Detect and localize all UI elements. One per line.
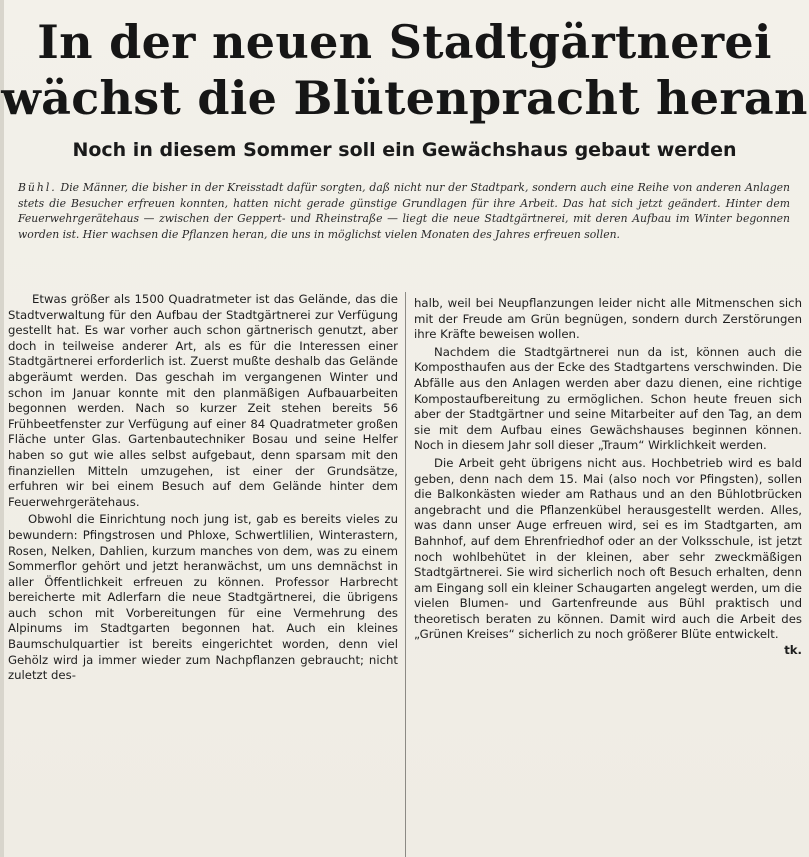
column-right [414,296,802,659]
author-signature: tk. [784,643,802,658]
lead-place: Bühl. [18,181,57,194]
headline-line-1: In der neuen Stadtgärtnerei [37,15,772,69]
body-paragraph-text: Die Arbeit geht übrigens nicht aus. Hochbetrieb wird es bald geben, denn nach dem 15. Mai (also noch vor Pfingsten), sollen die Balkonkästen wieder am Rathaus und an den Bühlotbrücken angebracht und die Pflanzenkübel herausgestellt werden. Alles, was dann unser Auge erfreuen wird, sei es im Stadtgarten, am Bahnhof, auf dem Ehrenfriedhof oder an der Volksschule, ist jetzt noch wohlbehütet in der kleinen, aber sehr zweckmäßigen Stadtgärtnerei. Sie wird sicherlich noch oft Besuch erhalten, denn am Eingang soll ein kleiner Schaugarten angelegt werden, um die vielen Blumen- und Gartenfreunde aus Bühl praktisch und theoretisch beraten zu können. Damit wird auch die Arbeit des „Grünen Kreises“ sicherlich zu noch größerer Blüte entwickelt. [414,455,802,642]
lead-text: Die Männer, die bisher in der Kreisstadt dafür sorgten, daß nicht nur der Stadtpark, sondern auch eine Reihe von anderen Anlagen stets die Besucher erfreuen konnten, hatten nicht gerade günstige Grundlagen für ihre Arbeit. Das hat sich jetzt geändert. Hinter dem Feuerwehrgerätehaus — zwischen der Geppert- und Rheinstraße — liegt die neue Stadtgärtnerei, mit deren Aufbau im Winter begonnen worden ist. Hier wachsen die Pflanzen heran, die uns in möglichst vielen Monaten des Jahres erfreuen sollen. [18,181,790,241]
body-paragraph-last [414,455,802,658]
lead-paragraph [18,180,790,242]
body-paragraph: Etwas größer als 1500 Quadratmeter ist das Gelände, das die Stadtverwaltung für den Aufbau der Stadtgärtnerei zur Verfügung gestellt hat. Es war vorher auch schon gärtnerisch genutzt, aber doch in teilweise anderer Art, als es für die Interessen einer Stadtgärtnerei erforderlich ist. Zuerst mußte deshalb das Gelände abgeräumt werden. Das geschah im vergangenen Winter und schon im Januar konnte mit den planmäßigen Aufbauarbeiten begonnen werden. Nach so kurzer Zeit stehen bereits 56 Frühbeetfenster zur Verfügung auf einer 84 Quadratmeter großen Fläche unter Glas. Gartenbautechniker Bosau und seine Helfer haben so gut wie alles selbst aufgebaut, denn sparsam mit den finanziellen Mitteln umzugehen, ist einer der Grundsätze, erfuhren wir bei einem Besuch auf dem Gelände hinter dem Feuerwehrgerätehaus. [8,292,398,509]
body-paragraph: Obwohl die Einrichtung noch jung ist, gab es bereits vieles zu bewundern: Pfingstrosen und Phloxe, Schwertlilien, Winterastern, Rosen, Nelken, Dahlien, kurzum manches von dem, was zu einem Sommerflor gehört und jetzt heranwächst, um uns demnächst in aller Öffentlichkeit erfreuen zu können. Professor Harbrecht bereicherte mit Adlerfarn die neue Stadtgärtnerei, die übrigens auch schon mit Vorbereitungen für eine Vermehrung des Alpinums im Stadtgarten begonnen hat. Auch ein kleines Baumschulquartier ist bereits eingerichtet worden, denn viel Gehölz wird ja immer wieder zum Nachpflanzen gebraucht; nicht zuletzt des- [8,512,398,683]
headline-line-2: wächst die Blütenpracht heran [1,71,808,125]
column-divider [405,292,406,857]
column-left [8,292,398,686]
body-paragraph: halb, weil bei Neupflanzungen leider nicht alle Mitmenschen sich mit der Freude am Grün begnügen, sondern durch Zerstörungen ihre Kräfte beweisen wollen. [414,296,802,342]
subheadline: Noch in diesem Sommer soll ein Gewächshaus gebaut werden [72,139,737,161]
body-paragraph: Nachdem die Stadtgärtnerei nun da ist, können auch die Komposthaufen aus der Ecke des Stadtgartens verschwinden. Die Abfälle aus den Anlagen werden aber dazu dienen, eine richtige Kompostaufbereitung zu ermöglichen. Schon heute freuen sich aber der Stadtgärtner und seine Mitarbeiter auf den Tag, an dem sie mit dem Aufbau eines Gewächshauses beginnen können. Noch in diesem Jahr soll dieser „Traum“ Wirklichkeit werden. [414,344,802,453]
clipping-edge [0,0,4,857]
